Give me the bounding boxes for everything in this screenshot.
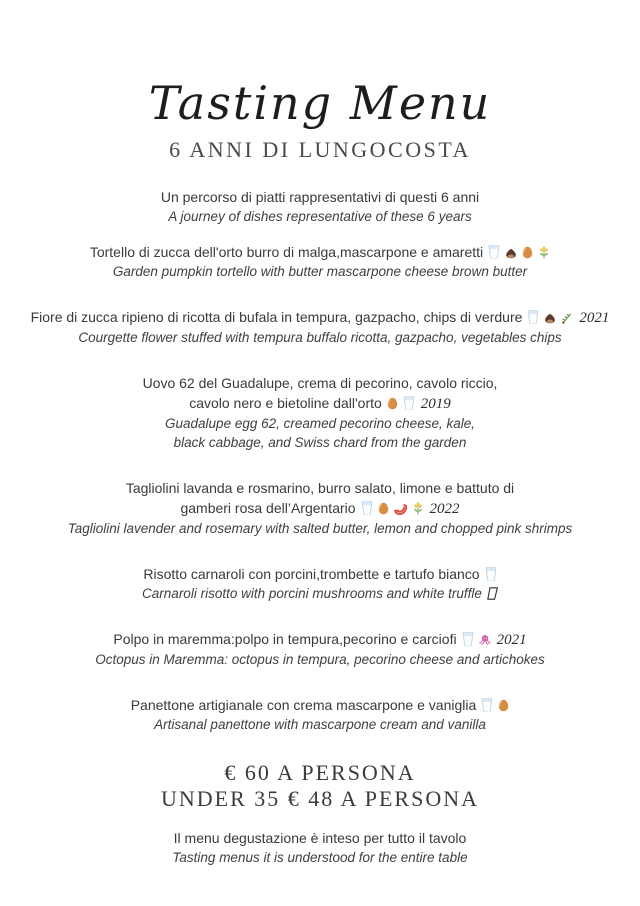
dish-text: Artisanal panettone with mascarpone cream and vanilla [154, 716, 486, 732]
milk-glass-icon [527, 310, 539, 324]
dish-text: Risotto carnaroli con porcini,trombette e tartufo bianco [143, 565, 480, 582]
dish-name-italian [0, 629, 640, 650]
page-subtitle: 6 ANNI DI LUNGOCOSTA [169, 136, 471, 162]
dish-description-english [0, 433, 640, 452]
shrimp-icon [394, 504, 407, 515]
vintage-year: 2022 [429, 500, 460, 517]
intro-italian: Un percorso di piatti rappresentativi di questi 6 anni [160, 188, 480, 205]
dish-text: Carnaroli risotto with porcini mushrooms and white truffle [142, 585, 482, 601]
vintage-year: 2021 [579, 309, 610, 326]
milk-glass-icon [462, 632, 474, 646]
dish-description-english [0, 584, 640, 603]
dish-name-italian [0, 695, 640, 715]
pricing-block [0, 760, 640, 812]
page-title: Tasting Menu [148, 76, 492, 130]
milk-glass-icon [488, 245, 500, 259]
dish-text: Polpo in maremma:polpo in tempura,pecorino e carciofi [113, 630, 457, 647]
intro-block [0, 187, 640, 226]
price-under-35: UNDER 35 € 48 A PERSONA [161, 785, 479, 811]
dish-name-italian [0, 498, 640, 519]
dish-item [0, 564, 640, 603]
octopus-icon [479, 634, 491, 646]
vintage-year: 2021 [496, 631, 527, 648]
dish-text: Courgette flower stuffed with tempura buffalo ricotta, gazpacho, vegetables chips [78, 329, 562, 345]
dish-name-italian [0, 393, 640, 414]
egg-icon [378, 502, 389, 515]
dish-description-english [0, 262, 640, 281]
note-italian: Il menu degustazione è inteso per tutto il tavolo [173, 829, 467, 846]
dish-description-english [0, 414, 640, 433]
price-per-person: € 60 A PERSONA [224, 759, 416, 785]
chestnut-icon [544, 313, 556, 324]
dish-name-italian [0, 307, 640, 328]
milk-glass-outline-icon [487, 587, 498, 600]
dish-text: black cabbage, and Swiss chard from the garden [173, 434, 467, 450]
dish-description-english [0, 328, 640, 347]
dish-item [0, 307, 640, 347]
dish-name-italian [0, 242, 640, 262]
dish-text: Garden pumpkin tortello with butter mascarpone cheese brown butter [112, 263, 528, 279]
egg-icon [522, 246, 533, 259]
dish-name-italian [0, 373, 640, 393]
dish-item [0, 478, 640, 538]
dish-description-english [0, 650, 640, 669]
milk-glass-icon [481, 698, 493, 712]
dish-item [0, 373, 640, 452]
milk-glass-icon [361, 501, 373, 515]
dish-text: Guadalupe egg 62, creamed pecorino cheese, kale, [165, 415, 475, 431]
note-english: Tasting menus it is understood for the entire table [172, 849, 468, 865]
dish-item [0, 242, 640, 281]
milk-glass-icon [485, 567, 497, 581]
dish-text: Panettone artigianale con crema mascarpone e vaniglia [130, 696, 477, 713]
egg-icon [387, 397, 398, 410]
dish-text: Tagliolini lavanda e rosmarino, burro salato, limone e battuto di [125, 479, 515, 496]
milk-glass-icon [403, 396, 415, 410]
wheat-sprig-icon [538, 246, 550, 259]
dish-text: Tortello di zucca dell'orto burro di malga,mascarpone e amaretti [89, 243, 484, 260]
dish-item [0, 629, 640, 669]
dish-text: gamberi rosa dell’Argentario [180, 499, 356, 516]
dish-name-italian [0, 478, 640, 498]
egg-icon [498, 699, 509, 712]
herb-sprig-icon [561, 312, 573, 324]
dish-list [0, 242, 640, 734]
note-block [0, 828, 640, 867]
dish-text: Fiore di zucca ripieno di ricotta di bufala in tempura, gazpacho, chips di verdure [30, 308, 523, 325]
dish-text: Uovo 62 del Guadalupe, crema di pecorino, cavolo riccio, [142, 374, 498, 391]
chestnut-icon [505, 248, 517, 259]
dish-text: cavolo nero e bietoline dall'orto [189, 394, 382, 411]
dish-description-english [0, 519, 640, 538]
dish-name-italian [0, 564, 640, 584]
dish-description-english [0, 715, 640, 734]
wheat-sprig-icon [412, 502, 424, 515]
vintage-year: 2019 [420, 395, 451, 412]
dish-text: Octopus in Maremma: octopus in tempura, pecorino cheese and artichokes [95, 651, 545, 667]
dish-text: Tagliolini lavender and rosemary with salted butter, lemon and chopped pink shrimps [67, 520, 573, 536]
dish-item [0, 695, 640, 734]
intro-english: A journey of dishes representative of these 6 years [168, 208, 472, 224]
